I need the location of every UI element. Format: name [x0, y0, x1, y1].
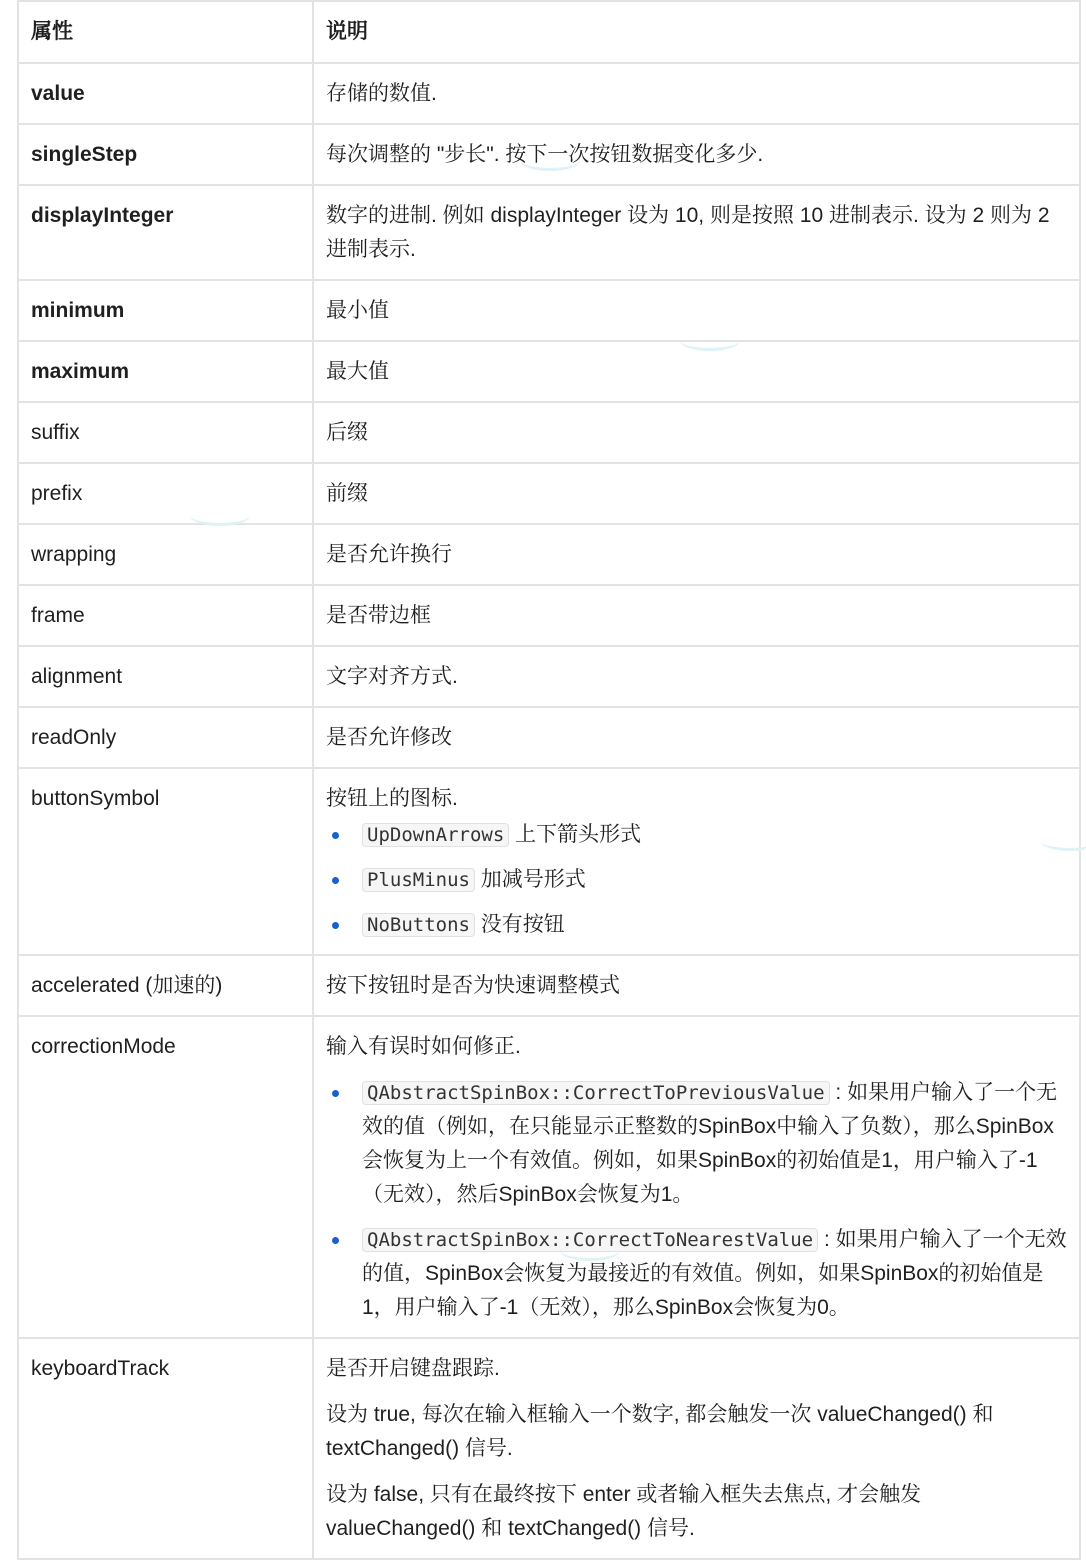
prop-desc: 存储的数值. — [313, 63, 1080, 124]
prop-name: frame — [18, 585, 313, 646]
desc-paragraph: 设为 true, 每次在输入框输入一个数字, 都会触发一次 valueChanged() 和 textChanged() 信号. — [326, 1403, 994, 1460]
prop-desc: 后缀 — [313, 402, 1080, 463]
prop-name: buttonSymbol — [18, 768, 313, 955]
table-row — [18, 524, 1080, 585]
prop-name: value — [18, 63, 313, 124]
prop-name: accelerated (加速的) — [18, 955, 313, 1016]
table-row — [18, 63, 1080, 124]
code-inline: PlusMinus — [362, 868, 475, 892]
header-description: 说明 — [313, 1, 1080, 63]
table-row — [18, 1016, 1080, 1338]
option-text: : 如果用户输入了一个无效的值，SpinBox会恢复为最接近的有效值。例如，如果SpinBox的初始值是1，用户输入了-1（无效），那么SpinBox会恢复为0。 — [362, 1228, 1067, 1319]
prop-name: alignment — [18, 646, 313, 707]
prop-name: singleStep — [18, 124, 313, 185]
prop-name: readOnly — [18, 707, 313, 768]
table-row — [18, 463, 1080, 524]
table-row — [18, 341, 1080, 402]
table-row — [18, 585, 1080, 646]
prop-name: keyboardTrack — [18, 1338, 313, 1559]
prop-desc: 按下按钮时是否为快速调整模式 — [313, 955, 1080, 1016]
code-inline: QAbstractSpinBox::CorrectToPreviousValue — [362, 1081, 830, 1105]
list-item — [326, 1223, 1067, 1325]
table-row — [18, 280, 1080, 341]
watermark-mark — [190, 505, 250, 526]
list-item — [326, 863, 1067, 897]
prop-desc: 每次调整的 "步长". 按下一次按钮数据变化多少. — [313, 124, 1080, 185]
code-inline: QAbstractSpinBox::CorrectToNearestValue — [362, 1228, 818, 1252]
prop-desc: 是否允许换行 — [313, 524, 1080, 585]
option-text: 上下箭头形式 — [509, 823, 642, 846]
table-row — [18, 185, 1080, 280]
header-property: 属性 — [18, 1, 313, 63]
watermark-mark — [520, 150, 580, 171]
list-item — [326, 1076, 1067, 1212]
desc-paragraph: 是否开启键盘跟踪. — [326, 1357, 500, 1380]
prop-name: displayInteger — [18, 185, 313, 280]
prop-desc: 是否允许修改 — [313, 707, 1080, 768]
option-text: : 如果用户输入了一个无效的值（例如，在只能显示正整数的SpinBox中输入了负数），那么SpinBox会恢复为上一个有效值。例如，如果SpinBox的初始值是1，用户输入了-1（无效），然后SpinBox会恢复为1。 — [362, 1081, 1058, 1206]
prop-desc: 输入有误时如何修正. — [326, 1035, 521, 1058]
properties-table — [17, 0, 1081, 1560]
prop-name: suffix — [18, 402, 313, 463]
list-item — [326, 818, 1067, 852]
prop-name: wrapping — [18, 524, 313, 585]
code-inline: UpDownArrows — [362, 823, 509, 847]
desc-paragraph: 设为 false, 只有在最终按下 enter 或者输入框失去焦点, 才会触发 valueChanged() 和 textChanged() 信号. — [326, 1483, 922, 1540]
watermark-mark — [680, 330, 740, 351]
table-row — [18, 646, 1080, 707]
list-item — [326, 908, 1067, 942]
prop-desc: 文字对齐方式. — [313, 646, 1080, 707]
prop-desc: 是否带边框 — [313, 585, 1080, 646]
option-text: 加减号形式 — [474, 868, 586, 891]
prop-desc: 最大值 — [313, 341, 1080, 402]
prop-desc: 按钮上的图标. — [326, 787, 458, 810]
option-list — [326, 818, 1067, 942]
prop-name: maximum — [18, 341, 313, 402]
prop-name: correctionMode — [18, 1016, 313, 1338]
watermark-mark — [560, 1240, 620, 1261]
prop-desc: 数字的进制. 例如 displayInteger 设为 10, 则是按照 10 进制表示. 设为 2 则为 2 进制表示. — [313, 185, 1080, 280]
option-text: 没有按钮 — [474, 913, 565, 936]
table-row — [18, 1338, 1080, 1559]
table-row — [18, 402, 1080, 463]
table-row — [18, 707, 1080, 768]
prop-name: prefix — [18, 463, 313, 524]
prop-desc: 最小值 — [313, 280, 1080, 341]
table-row — [18, 955, 1080, 1016]
prop-desc-cell — [313, 1338, 1080, 1559]
table-row — [18, 768, 1080, 955]
prop-desc-cell — [313, 768, 1080, 955]
option-list — [326, 1076, 1067, 1325]
code-inline: NoButtons — [362, 913, 475, 937]
prop-desc-cell — [313, 1016, 1080, 1338]
table-header-row — [18, 1, 1080, 63]
prop-name: minimum — [18, 280, 313, 341]
prop-desc: 前缀 — [313, 463, 1080, 524]
